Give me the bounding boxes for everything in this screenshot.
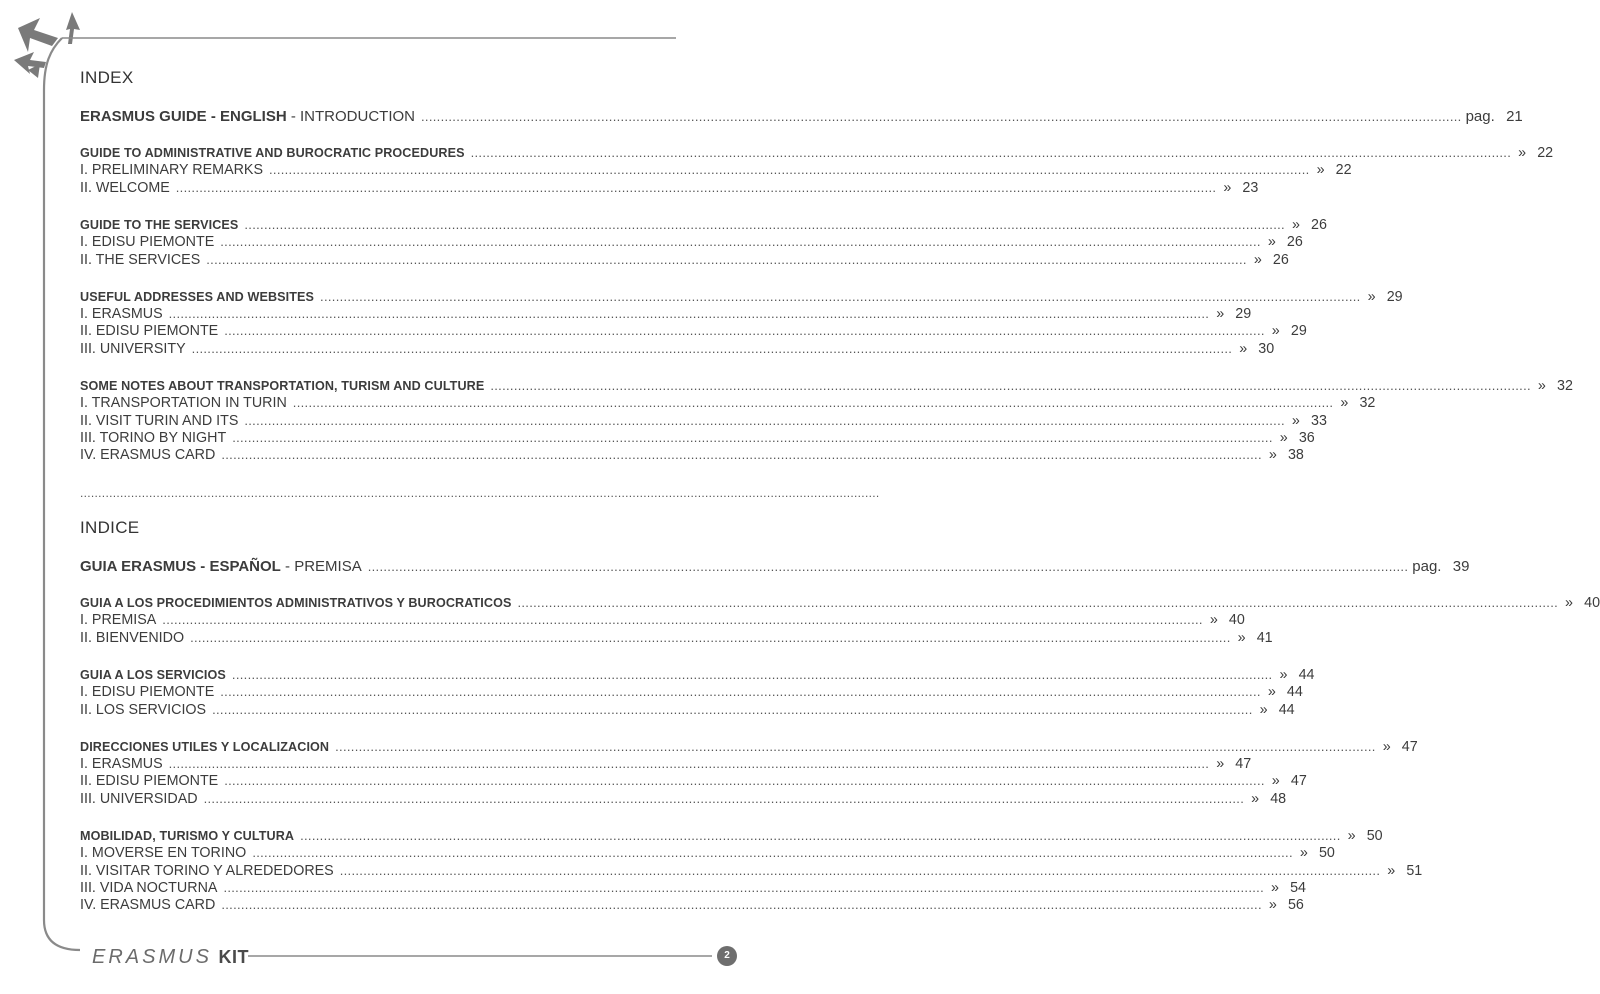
- page-number: 22: [1335, 162, 1352, 179]
- dot-leader: [232, 666, 1273, 684]
- page-number: 48: [1270, 790, 1287, 807]
- page-number: 40: [1584, 595, 1600, 611]
- dot-leader: [220, 683, 1261, 701]
- entry-label: III. UNIVERSIDAD: [80, 790, 198, 807]
- page-number: 26: [1311, 216, 1327, 233]
- logo-kit-text: KIT: [218, 947, 249, 967]
- page-number: 56: [1287, 897, 1304, 914]
- dot-leader: [293, 394, 1334, 412]
- page-number: 44: [1298, 666, 1315, 683]
- toc-entry: [80, 862, 1423, 880]
- toc-entry: [80, 161, 1352, 179]
- page-number: 38: [1287, 447, 1304, 464]
- page-number: 40: [1228, 612, 1245, 629]
- page-number: 39: [1452, 558, 1470, 575]
- dot-leader: [221, 896, 1262, 914]
- toc-entry: [80, 558, 1470, 576]
- dot-leader: [252, 844, 1293, 862]
- page-number: 33: [1311, 412, 1327, 429]
- ditto-mark: »: [1279, 429, 1288, 446]
- page-number: 50: [1318, 845, 1335, 862]
- toc-entry: [80, 340, 1275, 358]
- main-title: [80, 108, 415, 126]
- main-title-rest: - PREMISA: [280, 558, 362, 575]
- section-title: GUIDE TO THE SERVICES: [80, 217, 239, 232]
- toc-entry: [80, 611, 1245, 629]
- section-title: GUIDE TO ADMINISTRATIVE AND BUROCRATIC PROCEDURES: [80, 146, 465, 160]
- entry-label: I. EDISU PIEMONTE: [80, 234, 215, 251]
- entry-label: I. EDISU PIEMONTE: [80, 684, 215, 701]
- page-number: 26: [1272, 251, 1289, 268]
- entry-label: II. EDISU PIEMONTE: [80, 773, 219, 790]
- dot-leader: [490, 377, 1531, 395]
- toc-entry: [80, 233, 1303, 251]
- toc-entry: [80, 144, 1554, 162]
- page-number: 32: [1557, 378, 1573, 394]
- ditto-mark: »: [1216, 756, 1225, 773]
- entry-label: II. THE SERVICES: [80, 251, 201, 268]
- ditto-mark: »: [1518, 145, 1527, 161]
- page-number: 22: [1537, 145, 1554, 161]
- dot-leader: [320, 288, 1361, 306]
- ditto-mark: »: [1537, 378, 1546, 394]
- dot-leader: [223, 879, 1264, 897]
- dot-leader: [169, 305, 1210, 323]
- ditto-mark: »: [1237, 629, 1246, 646]
- main-title-bold: ERASMUS GUIDE - ENGLISH: [80, 108, 287, 125]
- section-title: USEFUL ADDRESSES AND WEBSITES: [80, 289, 315, 304]
- dot-leader: [244, 412, 1285, 430]
- page-number: 30: [1258, 340, 1275, 357]
- ditto-mark: »: [1267, 234, 1276, 251]
- page-number: 29: [1235, 306, 1252, 323]
- pag-label: pag.: [1412, 558, 1442, 575]
- entry-label: II. LOS SERVICIOS: [80, 701, 207, 718]
- entry-label: IV. ERASMUS CARD: [80, 447, 216, 464]
- erasmus-kit-logo: [92, 946, 249, 969]
- entry-label: I. ERASMUS: [80, 756, 163, 773]
- toc-entry: [80, 305, 1252, 323]
- entry-label: II. EDISU PIEMONTE: [80, 323, 219, 340]
- ditto-mark: »: [1239, 340, 1248, 357]
- page-number: 36: [1298, 429, 1315, 446]
- ditto-mark: »: [1367, 288, 1376, 305]
- page-number: 47: [1401, 738, 1418, 755]
- dot-leader: [471, 144, 1512, 162]
- entry-label: II. VISIT TURIN AND ITS: [80, 412, 239, 429]
- toc-entry: [80, 108, 1523, 126]
- section-title: GUIA A LOS PROCEDIMIENTOS ADMINISTRATIVOS Y BUROCRATICOS: [80, 596, 512, 610]
- toc-entry: [80, 377, 1573, 395]
- ditto-mark: »: [1299, 845, 1308, 862]
- indice-heading: INDICE: [80, 518, 140, 537]
- ditto-mark: »: [1291, 216, 1300, 233]
- dot-leader: [300, 827, 1341, 845]
- dot-leader: [421, 108, 1462, 126]
- section-title: DIRECCIONES UTILES Y LOCALIZACION: [80, 739, 330, 754]
- ditto-mark: »: [1259, 701, 1268, 718]
- ditto-mark: »: [1267, 684, 1276, 701]
- ditto-mark: »: [1209, 612, 1218, 629]
- pag-label: pag.: [1465, 108, 1495, 125]
- page-number: 29: [1290, 323, 1307, 340]
- page-number: 50: [1366, 828, 1383, 844]
- dot-leader: [169, 755, 1210, 773]
- ditto-mark: »: [1316, 162, 1325, 179]
- entry-label: IV. ERASMUS CARD: [80, 897, 216, 914]
- toc-entry: [80, 790, 1287, 808]
- dot-leader: [192, 340, 1233, 358]
- toc-entry: [80, 179, 1259, 197]
- entry-label: III. TORINO BY NIGHT: [80, 429, 227, 446]
- entry-label: III. VIDA NOCTURNA: [80, 879, 218, 896]
- ditto-mark: »: [1347, 828, 1356, 844]
- toc-entry: [80, 738, 1418, 756]
- ditto-mark: »: [1565, 595, 1573, 611]
- entry-label: I. MOVERSE EN TORINO: [80, 845, 247, 862]
- toc-entry: [80, 594, 1600, 612]
- toc-entry: [80, 322, 1307, 340]
- toc-entry: [80, 879, 1306, 897]
- main-title-rest: - INTRODUCTION: [286, 108, 416, 125]
- dot-leader: [224, 772, 1265, 790]
- logo-script-text: ERASMUS: [92, 946, 212, 968]
- toc-entry: [80, 896, 1304, 914]
- page-number: 32: [1359, 395, 1376, 412]
- ditto-mark: »: [1271, 773, 1280, 790]
- ditto-mark: »: [1268, 897, 1277, 914]
- dot-leader: [335, 738, 1376, 756]
- toc-entry: [80, 394, 1376, 412]
- page-number-badge: 2: [717, 946, 737, 966]
- dot-leader: [162, 611, 1203, 629]
- page-number: 47: [1235, 756, 1252, 773]
- entry-label: II. BIENVENIDO: [80, 629, 185, 646]
- dot-leader: [517, 594, 1558, 612]
- index-heading: INDEX: [80, 68, 134, 87]
- toc-entry: [80, 827, 1383, 845]
- toc-entry: [80, 755, 1252, 773]
- ditto-mark: »: [1279, 666, 1288, 683]
- entry-label: I. PRELIMINARY REMARKS: [80, 162, 263, 179]
- dot-leader: [212, 701, 1253, 719]
- dot-leader: [221, 446, 1262, 464]
- dot-leader: [224, 322, 1265, 340]
- dot-leader: [204, 790, 1245, 808]
- page-number: 29: [1386, 288, 1403, 305]
- toc-entry: [80, 446, 1304, 464]
- ditto-mark: »: [1340, 395, 1349, 412]
- dot-leader: [232, 429, 1273, 447]
- toc-entry: [80, 251, 1289, 269]
- main-title-bold: GUIA ERASMUS - ESPAÑOL: [80, 558, 281, 575]
- page-number: 41: [1256, 629, 1273, 646]
- ditto-mark: »: [1268, 447, 1277, 464]
- ditto-mark: »: [1382, 738, 1391, 755]
- toc-entry: [80, 701, 1295, 719]
- ditto-mark: »: [1223, 179, 1232, 196]
- entry-label: I. PREMISA: [80, 612, 157, 629]
- dot-leader: [220, 233, 1261, 251]
- ditto-mark: »: [1253, 251, 1262, 268]
- page-number: 44: [1278, 701, 1295, 718]
- entry-label: II. VISITAR TORINO Y ALREDEDORES: [80, 862, 334, 879]
- page-number: 44: [1286, 684, 1303, 701]
- entry-label: I. ERASMUS: [80, 306, 163, 323]
- section-title: GUIA A LOS SERVICIOS: [80, 667, 226, 682]
- dot-leader: [206, 251, 1247, 269]
- page-number: 23: [1242, 179, 1259, 196]
- page-number: 51: [1406, 862, 1423, 879]
- ditto-mark: »: [1216, 306, 1225, 323]
- entry-label: I. TRANSPORTATION IN TURIN: [80, 395, 287, 412]
- dot-leader: [368, 558, 1409, 576]
- entry-label: II. WELCOME: [80, 179, 170, 196]
- ditto-mark: »: [1291, 412, 1300, 429]
- ditto-mark: »: [1271, 323, 1280, 340]
- ditto-mark: »: [1251, 790, 1260, 807]
- toc-entry: [80, 772, 1307, 790]
- toc-entry: [80, 288, 1403, 306]
- page-number: 47: [1290, 773, 1307, 790]
- ditto-mark: »: [1271, 879, 1279, 896]
- dot-leader: [176, 179, 1217, 197]
- page-number: 54: [1290, 879, 1306, 896]
- toc-entry: [80, 429, 1315, 447]
- toc-entry: [80, 683, 1303, 701]
- section-title: SOME NOTES ABOUT TRANSPORTATION, TURISM AND CULTURE: [80, 379, 485, 393]
- main-title: [80, 558, 362, 576]
- dot-leader: [190, 629, 1231, 647]
- dot-leader: [269, 161, 1310, 179]
- toc-entry: [80, 216, 1327, 234]
- toc-entry: [80, 629, 1273, 647]
- page-number: 21: [1506, 108, 1523, 125]
- toc-entry: [80, 666, 1315, 684]
- toc-entry: [80, 412, 1327, 430]
- page-number: 26: [1286, 234, 1303, 251]
- dot-leader: [340, 862, 1381, 880]
- toc-entry: [80, 844, 1335, 862]
- section-separator: ............................................................................................................................................................................................................................: [80, 486, 880, 500]
- ditto-mark: »: [1387, 862, 1396, 879]
- dot-leader: [244, 216, 1285, 234]
- entry-label: III. UNIVERSITY: [80, 340, 186, 357]
- section-title: MOBILIDAD, TURISMO Y CULTURA: [80, 829, 295, 843]
